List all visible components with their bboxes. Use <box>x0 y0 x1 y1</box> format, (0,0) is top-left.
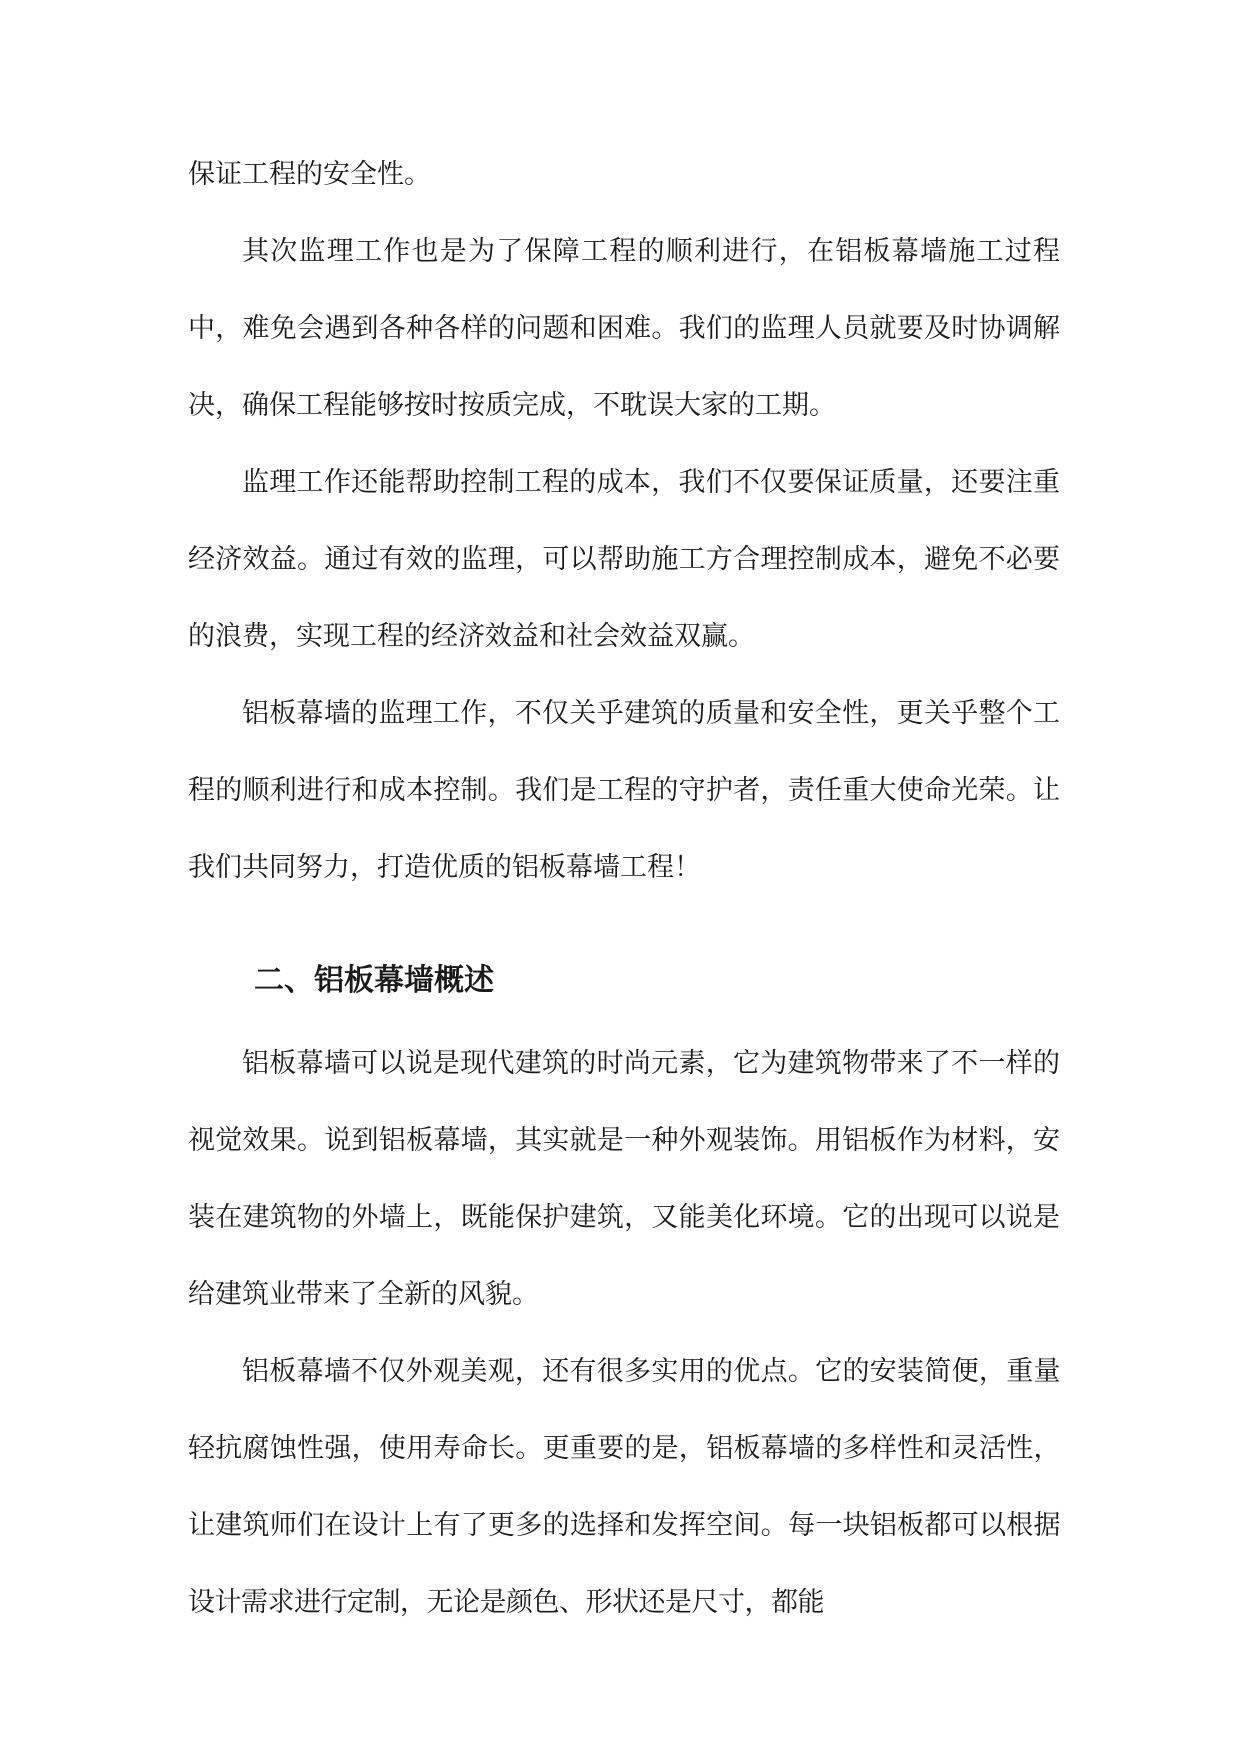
paragraph-supervision-cost: 监理工作还能帮助控制工程的成本，我们不仅要保证质量，还要注重经济效益。通过有效的监理，可以帮助施工方合理控制成本，避免不必要的浪费，实现工程的经济效益和社会效益双赢。 <box>188 467 1060 652</box>
section-heading: 二、铝板幕墙概述 <box>254 963 494 998</box>
paragraph-continuation: 保证工程的安全性。 <box>188 159 431 190</box>
paragraph-overview-advantages: 铝板幕墙不仅外观美观，还有很多实用的优点。它的安装简便，重量轻抗腐蚀性强，使用寿命长。更重要的是，铝板幕墙的多样性和灵活性，让建筑师们在设计上有了更多的选择和发挥空间。每一块铝板都可以根据设计需求进行定制，无论是颜色、形状还是尺寸，都能 <box>188 1356 1060 1618</box>
paragraph-supervision-summary: 铝板幕墙的监理工作，不仅关乎建筑的质量和安全性，更关乎整个工程的顺利进行和成本控制。我们是工程的守护者，责任重大使命光荣。让我们共同努力，打造优质的铝板幕墙工程！ <box>188 698 1060 883</box>
document-body <box>188 136 1060 1641</box>
paragraph-overview-intro: 铝板幕墙可以说是现代建筑的时尚元素，它为建筑物带来了不一样的视觉效果。说到铝板幕墙，其实就是一种外观装饰。用铝板作为材料，安装在建筑物的外墙上，既能保护建筑，又能美化环境。它的出现可以说是给建筑业带来了全新的风貌。 <box>188 1048 1060 1310</box>
paragraph-supervision-progress: 其次监理工作也是为了保障工程的顺利进行，在铝板幕墙施工过程中，难免会遇到各种各样的问题和困难。我们的监理人员就要及时协调解决，确保工程能够按时按质完成，不耽误大家的工期。 <box>188 236 1060 421</box>
